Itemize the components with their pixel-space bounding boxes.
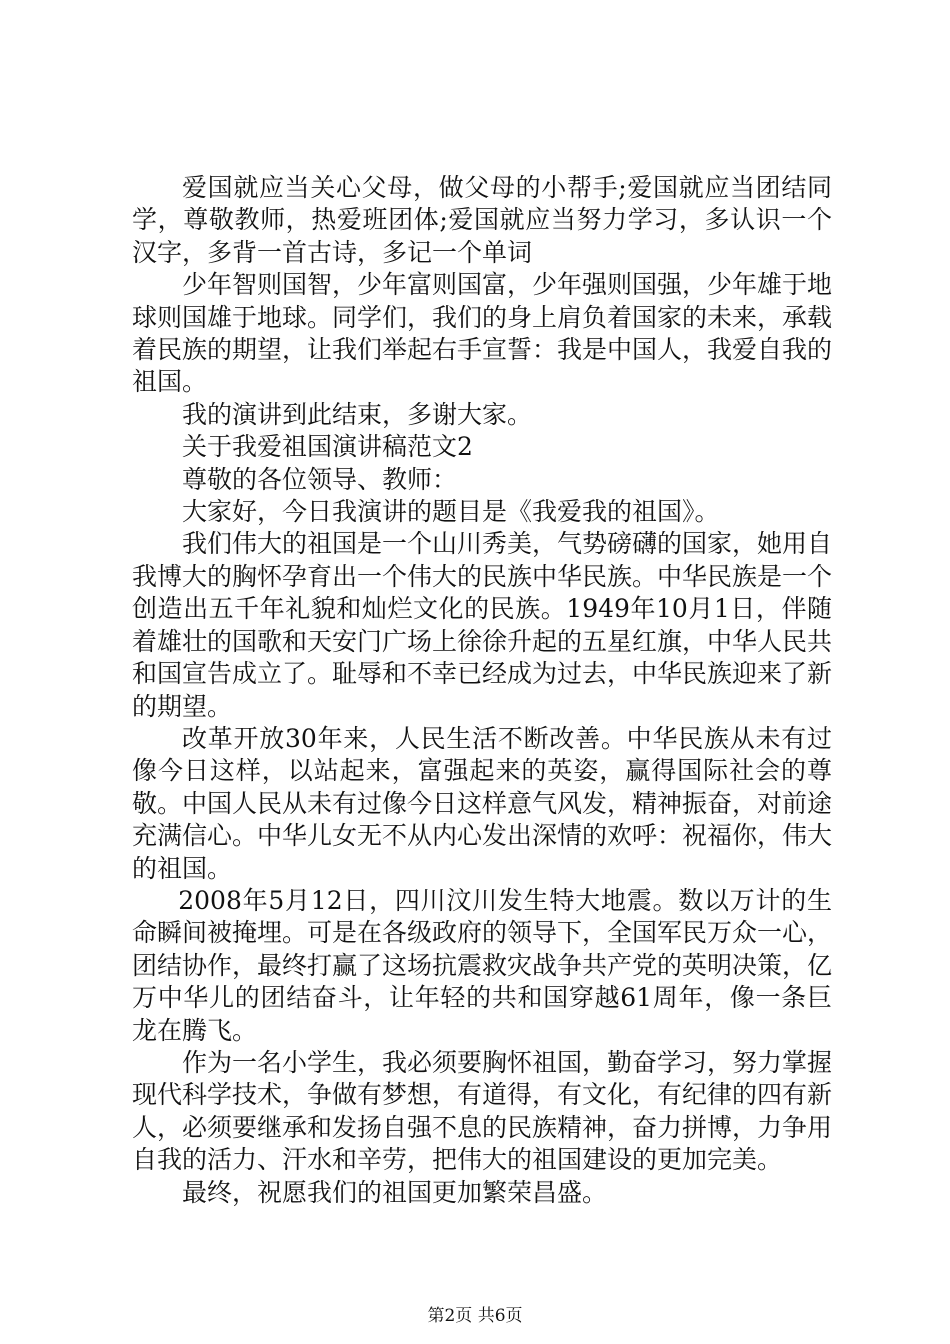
paragraph-final-wish: 最终，祝愿我们的祖国更加繁荣昌盛。 bbox=[182, 1177, 608, 1207]
section-heading-sample-2: 关于我爱祖国演讲稿范文2 bbox=[182, 432, 473, 462]
paragraph-youth-strength: 少年智则国智，少年富则国富，少年强则国强，少年雄于地球则国雄于地球。同学们，我们的身上肩负着国家的未来，承载着民族的期望，让我们举起右手宣誓：我是中国人，我爱自我的祖国。 bbox=[132, 270, 833, 397]
paragraph-patriotism-duties: 爱国就应当关心父母，做父母的小帮手;爱国就应当团结同学，尊敬教师，热爱班团体;爱国就应当努力学习，多认识一个汉字，多背一首古诗，多记一个单词 bbox=[132, 173, 832, 267]
paragraph-reform-opening: 改革开放30年来，人民生活不断改善。中华民族从未有过像今日这样，以站起来，富强起来的英姿，赢得国际社会的尊敬。中国人民从未有过像今日这样意气风发，精神振奋，对前途充满信心。中华儿女无不从内心发出深情的欢呼：祝福你，伟大的祖国。 bbox=[132, 723, 833, 883]
paragraph-student-resolve: 作为一名小学生，我必须要胸怀祖国，勤奋学习，努力掌握现代科学技术，争做有梦想，有道得，有文化，有纪律的四有新人，必须要继承和发扬自强不息的民族精神，奋力拼博，力争用自我的活力、汗水和辛劳，把伟大的祖国建设的更加完美。 bbox=[132, 1047, 833, 1175]
paragraph-speech-closing: 我的演讲到此结束，多谢大家。 bbox=[182, 399, 533, 429]
document-body bbox=[132, 172, 832, 1209]
page-number-footer: 第2页 共6页 bbox=[427, 1306, 523, 1326]
paragraph-earthquake: 2008年5月12日，四川汶川发生特大地震。数以万计的生命瞬间被掩埋。可是在各级政府的领导下，全国军民万众一心，团结协作，最终打赢了这场抗震救灾战争共产党的英明决策，亿万中华儿的团结奋斗，让年轻的共和国穿越61周年，像一条巨龙在腾飞。 bbox=[132, 885, 833, 1045]
paragraph-greeting: 大家好，今日我演讲的题目是《我爱我的祖国》。 bbox=[182, 497, 720, 527]
paragraph-salutation: 尊敬的各位领导、教师： bbox=[182, 464, 458, 494]
paragraph-great-motherland: 我们伟大的祖国是一个山川秀美，气势磅礴的国家，她用自我博大的胸怀孕育出一个伟大的民族中华民族。中华民族是一个创造出五千年礼貌和灿烂文化的民族。1949年10月1日，伴随着雄壮的国歌和天安门广场上徐徐升起的五星红旗，中华人民共和国宣告成立了。耻辱和不幸已经成为过去，中华民族迎来了新的期望。 bbox=[132, 529, 833, 721]
